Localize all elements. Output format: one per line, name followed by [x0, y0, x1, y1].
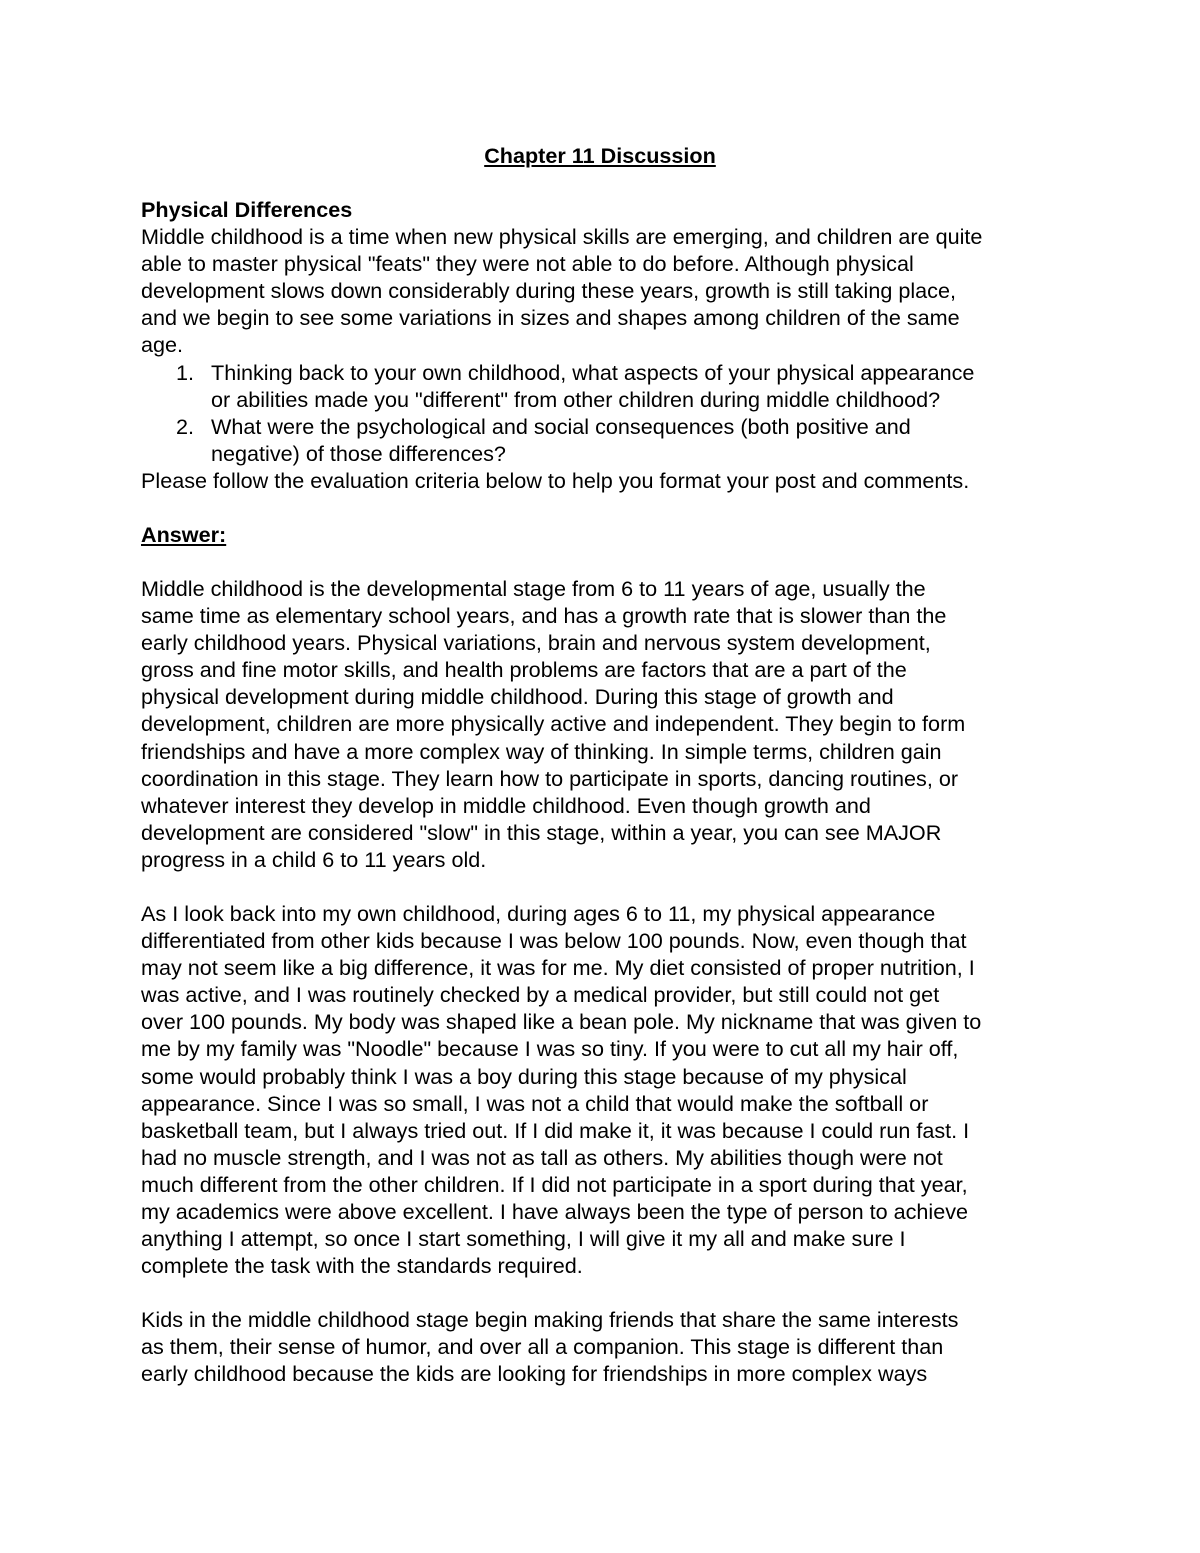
- prompt-section: [141, 196, 1066, 494]
- paragraph-line: me by my family was "Noodle" because I was so tiny. If you were to cut all my hair off,: [141, 1036, 959, 1062]
- paragraph-line: basketball team, but I always tried out. If I did make it, it was because I could run fast. I: [141, 1117, 970, 1143]
- paragraph-line: gross and fine motor skills, and health problems are factors that are a part of the: [141, 657, 907, 683]
- paragraph-line: whatever interest they develop in middle childhood. Even though growth and: [141, 792, 871, 818]
- paragraph-line: much different from the other children. If I did not participate in a sport during that year,: [141, 1171, 968, 1197]
- paragraph-line: development, children are more physically active and independent. They begin to form: [141, 711, 966, 737]
- paragraph-line: as them, their sense of humor, and over all a companion. This stage is different than: [141, 1334, 944, 1360]
- answer-paragraph-1: [141, 575, 1066, 873]
- paragraph-line: anything I attempt, so once I start something, I will give it my all and make sure I: [141, 1226, 906, 1252]
- question-number: 2.: [176, 413, 195, 439]
- answer-label: Answer:: [141, 522, 227, 547]
- paragraph-line: early childhood because the kids are looking for friendships in more complex ways: [141, 1361, 928, 1387]
- paragraph-line: development are considered "slow" in this stage, within a year, you can see MAJOR: [141, 819, 942, 845]
- question-number: 1.: [176, 359, 195, 385]
- paragraph-line: coordination in this stage. They learn how to participate in sports, dancing routines, or: [141, 765, 959, 791]
- intro-line: development slows down considerably during these years, growth is still taking place,: [141, 278, 956, 304]
- instructions-text: Please follow the evaluation criteria below to help you format your post and comments.: [141, 467, 970, 493]
- answer-label-block: [141, 521, 1066, 548]
- answer-paragraph-3: [141, 1306, 1066, 1387]
- question-line: What were the psychological and social consequences (both positive and: [211, 413, 911, 439]
- question-item: [141, 359, 1066, 413]
- intro-line: age.: [141, 332, 184, 358]
- section-heading: Physical Differences: [141, 197, 353, 222]
- paragraph-line: As I look back into my own childhood, during ages 6 to 11, my physical appearance: [141, 901, 936, 926]
- document-title: Chapter 11 Discussion: [484, 143, 716, 168]
- paragraph-line: some would probably think I was a boy during this stage because of my physical: [141, 1063, 907, 1089]
- question-line: Thinking back to your own childhood, what aspects of your physical appearance: [211, 359, 975, 385]
- intro-line: and we begin to see some variations in sizes and shapes among children of the same: [141, 305, 960, 331]
- paragraph-line: was active, and I was routinely checked by a medical provider, but still could not get: [141, 982, 940, 1008]
- paragraph-line: complete the task with the standards required.: [141, 1253, 583, 1279]
- paragraph-line: friendships and have a more complex way of thinking. In simple terms, children gain: [141, 738, 942, 764]
- paragraph-line: over 100 pounds. My body was shaped like a bean pole. My nickname that was given to: [141, 1009, 982, 1035]
- paragraph-line: early childhood years. Physical variations, brain and nervous system development,: [141, 630, 931, 656]
- paragraph-line: differentiated from other kids because I was below 100 pounds. Now, even though that: [141, 928, 967, 954]
- paragraph-line: Middle childhood is the developmental stage from 6 to 11 years of age, usually the: [141, 576, 926, 601]
- question-item: [141, 413, 1066, 467]
- paragraph-line: appearance. Since I was so small, I was not a child that would make the softball or: [141, 1090, 929, 1116]
- paragraph-line: my academics were above excellent. I have always been the type of person to achieve: [141, 1199, 969, 1225]
- paragraph-line: had no muscle strength, and I was not as tall as others. My abilities though were not: [141, 1144, 943, 1170]
- paragraph-line: may not seem like a big difference, it was for me. My diet consisted of proper nutrition, I: [141, 955, 975, 981]
- answer-paragraph-2: [141, 900, 1066, 1279]
- paragraph-line: physical development during middle childhood. During this stage of growth and: [141, 684, 894, 710]
- question-line: or abilities made you "different" from other children during middle childhood?: [211, 386, 941, 412]
- paragraph-line: same time as elementary school years, and has a growth rate that is slower than the: [141, 603, 947, 629]
- paragraph-line: progress in a child 6 to 11 years old.: [141, 846, 487, 872]
- intro-line: able to master physical "feats" they were not able to do before. Although physical: [141, 251, 914, 277]
- paragraph-line: Kids in the middle childhood stage begin making friends that share the same interests: [141, 1307, 959, 1332]
- question-line: negative) of those differences?: [211, 440, 506, 466]
- intro-line: Middle childhood is a time when new physical skills are emerging, and children are quite: [141, 224, 983, 250]
